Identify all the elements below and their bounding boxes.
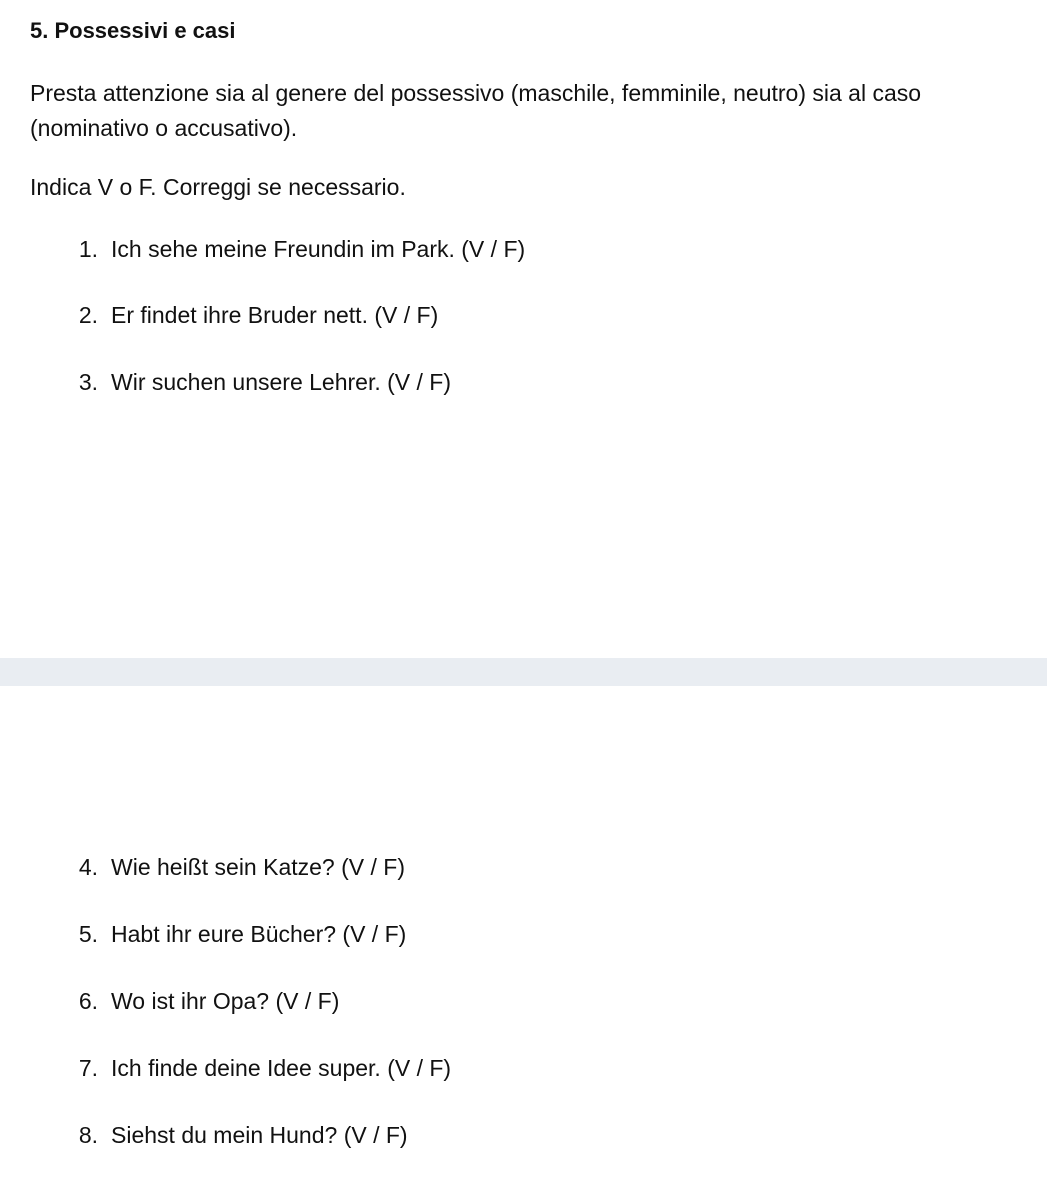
intro-paragraph: Presta attenzione sia al genere del possessivo (maschile, femminile, neutro) sia al caso (nominativo o accusativo). xyxy=(30,80,922,141)
section-title: 5. Possessivi e casi xyxy=(30,18,236,43)
exercise-text: Wir suchen unsere Lehrer. (V / F) xyxy=(111,369,452,395)
exercise-number: 2. xyxy=(78,302,98,328)
exercise-text: Wo ist ihr Opa? (V / F) xyxy=(111,988,340,1014)
exercise-text: Er findet ihre Bruder nett. (V / F) xyxy=(111,302,439,328)
exercise-text: Habt ihr eure Bücher? (V / F) xyxy=(111,921,407,947)
exercise-number: 7. xyxy=(78,1055,98,1081)
exercise-number: 6. xyxy=(78,988,98,1014)
exercise-number: 8. xyxy=(78,1122,98,1148)
exercise-number: 4. xyxy=(78,854,98,880)
exercise-number: 5. xyxy=(78,921,98,947)
exercise-text: Wie heißt sein Katze? (V / F) xyxy=(111,854,405,880)
exercise-text: Siehst du mein Hund? (V / F) xyxy=(111,1122,408,1148)
exercise-text: Ich finde deine Idee super. (V / F) xyxy=(111,1055,452,1081)
exercise-text: Ich sehe meine Freundin im Park. (V / F) xyxy=(111,236,526,262)
exercise-number: 1. xyxy=(78,236,98,262)
document-page-2 xyxy=(0,686,1047,1181)
exercise-number: 3. xyxy=(78,369,98,395)
instruction-paragraph: Indica V o F. Correggi se necessario. xyxy=(30,174,406,200)
